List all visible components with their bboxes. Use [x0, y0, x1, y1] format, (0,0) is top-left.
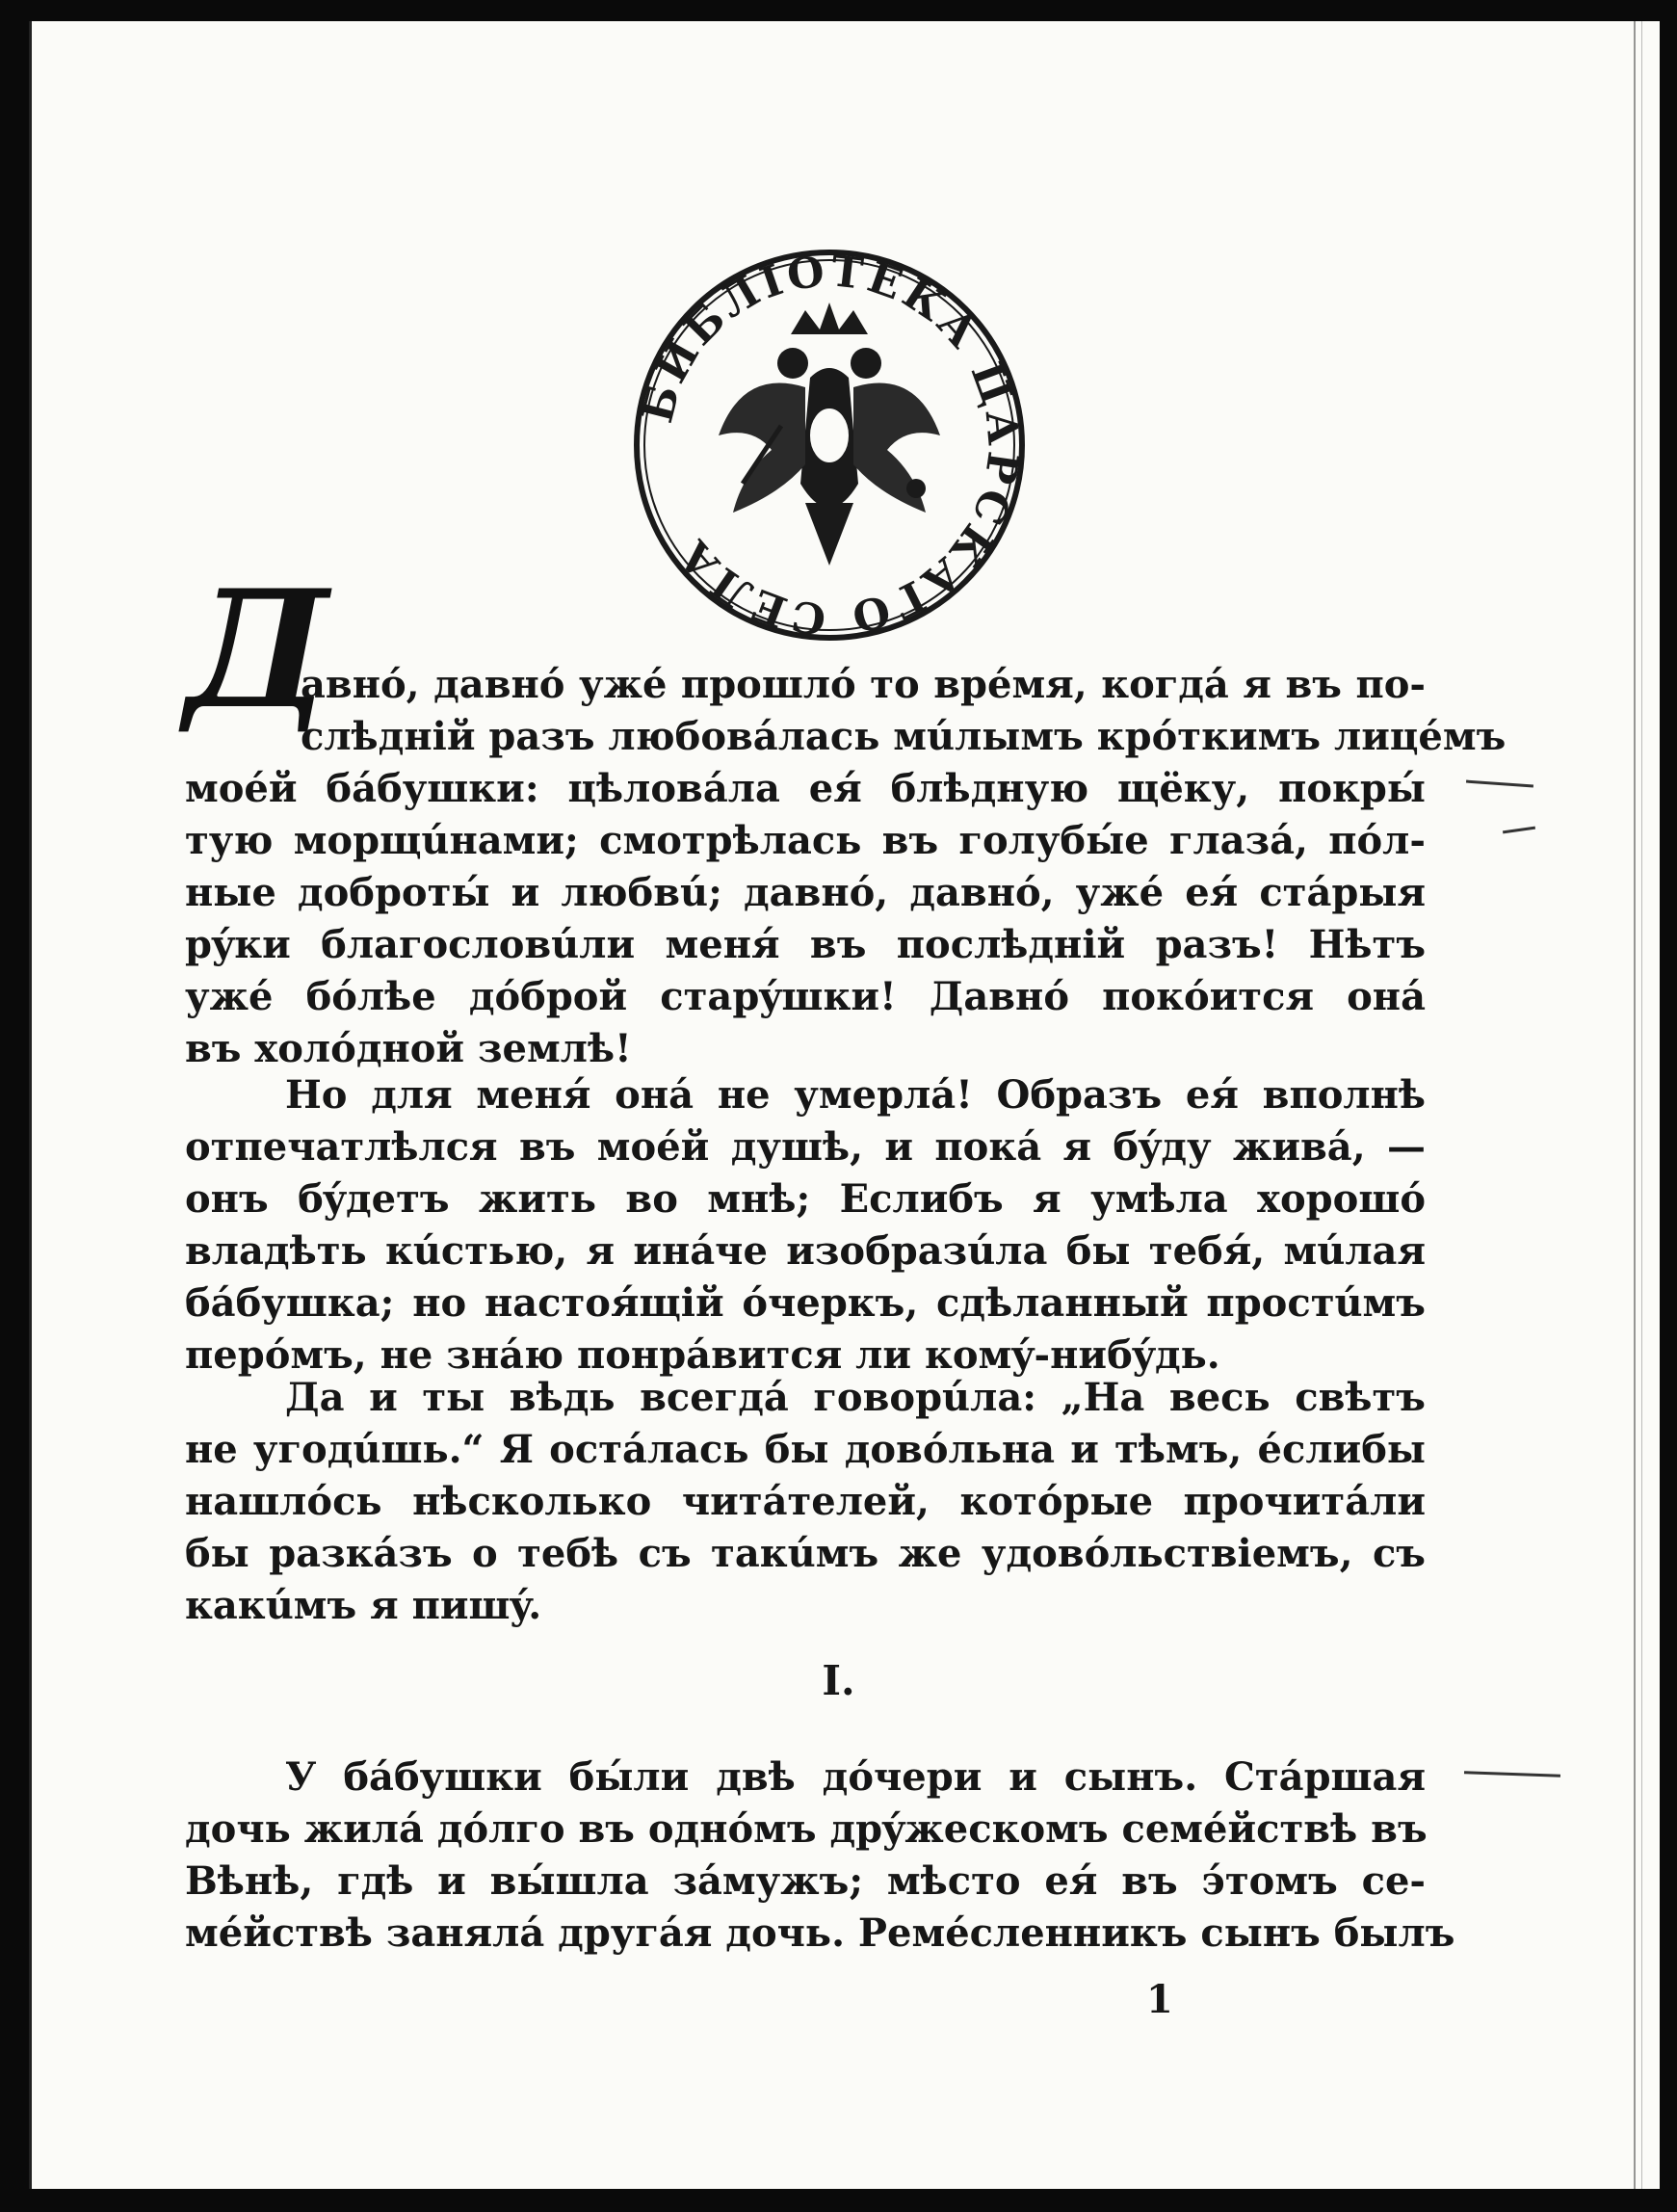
text-line: нашлóсь нѣсколько читáтелей, котóрые прочитáли: [185, 1479, 1426, 1524]
paragraph-1: [185, 659, 1507, 1075]
text-line: мéйствѣ занялá другáя дочь. Ремéсленникъ сынъ былъ: [185, 1910, 1455, 1956]
double-headed-eagle-icon: [627, 243, 1032, 647]
paragraph-2: [185, 1069, 1426, 1382]
text-line: моéй бáбушки: цѣловáла ея́ блѣдную щёку, покры́: [185, 766, 1426, 811]
text-line: въ холóдной землѣ!: [185, 1026, 632, 1071]
chapter-paragraph: [185, 1751, 1455, 1960]
page-edge: [1634, 21, 1642, 2189]
text-line: дочь жилá дóлго въ однóмъ дрýжескомъ семéйствѣ въ: [185, 1806, 1428, 1852]
text-line: бáбушка; но настоя́щій óчеркъ, сдѣланный простúмъ: [185, 1280, 1426, 1326]
svg-text:БИБЛІОТЕКА ЦАРСКАГО СЕЛА: БИБЛІОТЕКА ЦАРСКАГО СЕЛА: [633, 246, 1028, 644]
text-line: тую морщúнами; смотрѣлась въ голубы́е глазá, пóл-: [185, 818, 1426, 863]
text-line: авнó, давнó ужé прошлó то врéмя, когдá я въ по-: [301, 662, 1426, 707]
text-line: онъ бýдетъ жить во мнѣ; Еслибъ я умѣла хорошó: [185, 1176, 1426, 1222]
text-line: отпечатлѣлся въ моéй душѣ, и покá я бýду живá, —: [185, 1124, 1426, 1170]
text-line: какúмъ я пишý.: [185, 1583, 542, 1628]
drop-cap-letter: Д: [185, 554, 329, 745]
text-line: Но для меня́ онá не умерлá! Образъ ея́ вполнѣ: [285, 1072, 1426, 1118]
text-line: перóмъ, не знáю понрáвится ли комý-нибýдь.: [185, 1332, 1220, 1378]
text-line: слѣдній разъ любовáлась мúлымъ крóткимъ лицéмъ: [301, 714, 1507, 759]
text-line: ные доброты́ и любвú; давнó, давнó, ужé ея́ стáрыя: [185, 870, 1426, 915]
chapter-heading: I.: [822, 1657, 855, 1704]
paragraph-3: [185, 1372, 1426, 1632]
text-line: владѣть кúстью, я инáче изобразúла бы тебя́, мúлая: [185, 1228, 1426, 1274]
text-line: не угодúшь.“ Я остáлась бы довóльна и тѣмъ, éслибы: [185, 1427, 1426, 1472]
text-line: рýки благословúли меня́ въ послѣдній разъ! Нѣтъ: [185, 922, 1426, 967]
text-line: Да и ты вѣдь всегдá говорúла: „На весь свѣтъ: [285, 1375, 1426, 1420]
text-line: бы разкáзъ о тебѣ съ такúмъ же удовóльствіемъ, съ: [185, 1531, 1426, 1576]
page-number: 1: [1146, 1977, 1173, 2022]
text-line: Вѣнѣ, гдѣ и вы́шла зáмужъ; мѣсто ея́ въ э́томъ се-: [185, 1858, 1426, 1904]
text-line: У бáбушки бы́ли двѣ дóчери и сынъ. Стáршая: [285, 1754, 1426, 1800]
text-line: ужé бóлѣе дóброй старýшки! Давнó покóится онá: [185, 974, 1426, 1019]
library-stamp: [627, 243, 1032, 647]
